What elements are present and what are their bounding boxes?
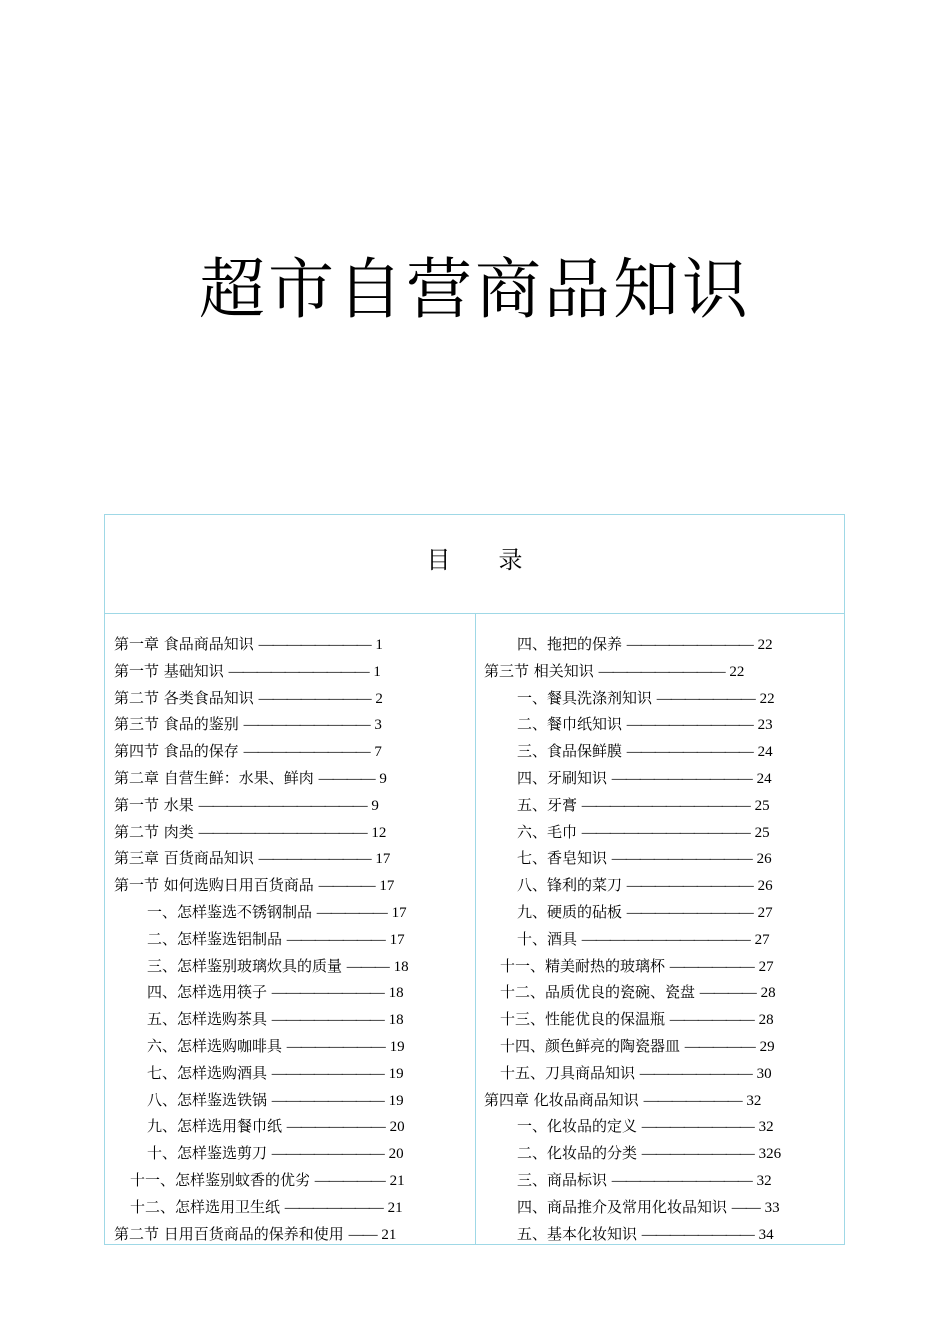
toc-entry[interactable]	[114, 1113, 470, 1140]
toc-leader: ————————————	[198, 797, 367, 814]
toc-page-number: 17	[375, 851, 391, 868]
toc-entry-label: 六、毛巾	[517, 822, 578, 841]
toc-page-number: 17	[391, 904, 407, 921]
toc-leader: ————————————	[581, 824, 750, 841]
toc-page-number: 27	[754, 931, 770, 948]
toc-leader: —————————	[626, 744, 753, 761]
toc-entry[interactable]	[484, 1087, 836, 1114]
toc-page-number: 20	[389, 1119, 405, 1136]
toc-heading-cell	[105, 515, 844, 614]
toc-entry-label: 第三节 相关知识	[484, 661, 594, 680]
toc-entry-label: 九、硬质的砧板	[517, 902, 623, 921]
toc-leader: ————————————	[581, 797, 750, 814]
toc-entry[interactable]	[484, 899, 836, 926]
toc-page-number: 25	[754, 797, 770, 814]
toc-entry-label: 一、化妆品的定义	[517, 1117, 638, 1136]
toc-entry[interactable]	[484, 658, 836, 685]
toc-entry-label: 第三章 百货商品知识	[114, 849, 254, 868]
toc-entry-label: 第一节 水果	[114, 795, 194, 814]
toc-entry-label: 六、怎样选购咖啡具	[147, 1036, 283, 1055]
toc-page-number: 22	[729, 663, 745, 680]
toc-entry[interactable]	[484, 738, 836, 765]
toc-entry-label: 第四节 食品的保存	[114, 742, 239, 761]
toc-entry-label: 第二节 肉类	[114, 822, 194, 841]
toc-entry-label: 一、怎样鉴选不锈钢制品	[147, 902, 313, 921]
toc-page-number: 27	[758, 958, 774, 975]
toc-entry-label: 四、牙刷知识	[517, 768, 608, 787]
toc-page-number: 21	[389, 1172, 405, 1189]
toc-leader: ——	[731, 1199, 760, 1216]
toc-page-number: 22	[759, 690, 775, 707]
toc-entry[interactable]	[484, 765, 836, 792]
toc-entry[interactable]	[114, 765, 470, 792]
toc-entry[interactable]	[484, 926, 836, 953]
toc-entry-label: 十一、精美耐热的玻璃杯	[500, 956, 666, 975]
toc-page-number: 28	[758, 1012, 774, 1029]
table-of-contents	[104, 514, 845, 1245]
toc-entry[interactable]	[484, 631, 836, 658]
toc-leader: ———————	[286, 1119, 385, 1136]
toc-entry-label: 五、怎样选购茶具	[147, 1010, 268, 1029]
toc-entry[interactable]	[484, 872, 836, 899]
toc-entry-label: 二、餐巾纸知识	[517, 715, 623, 734]
toc-leader: —————————	[626, 878, 753, 895]
toc-entry-label: 十四、颜色鲜亮的陶瓷器皿	[500, 1036, 681, 1055]
toc-leader: ————————	[271, 985, 384, 1002]
toc-entry[interactable]	[114, 1033, 470, 1060]
toc-leader: —————————	[243, 717, 370, 734]
toc-entry-label: 第一节 如何选购日用百货商品	[114, 876, 314, 895]
toc-entry[interactable]	[114, 1006, 470, 1033]
toc-entry[interactable]	[114, 819, 470, 846]
toc-entry[interactable]	[114, 1167, 470, 1194]
toc-leader: —————	[314, 1172, 385, 1189]
toc-entry-label: 第二节 日用百货商品的保养和使用	[114, 1224, 344, 1243]
toc-leader: —————	[684, 1038, 755, 1055]
toc-entry-label: 十二、品质优良的瓷碗、瓷盘	[500, 983, 696, 1002]
toc-leader: ——————————	[611, 1172, 752, 1189]
toc-entry[interactable]	[114, 631, 470, 658]
toc-page-number: 18	[388, 985, 404, 1002]
toc-page-number: 20	[388, 1146, 404, 1163]
document-title: 超市自营商品知识	[199, 251, 751, 328]
toc-entry-label: 十三、性能优良的保温瓶	[500, 1010, 666, 1029]
toc-page-number: 7	[374, 744, 382, 761]
toc-entry[interactable]	[484, 1060, 836, 1087]
toc-entry[interactable]	[484, 819, 836, 846]
toc-page-number: 9	[379, 770, 387, 787]
toc-leader: ————	[318, 770, 375, 787]
toc-entry-label: 三、怎样鉴别玻璃炊具的质量	[147, 956, 343, 975]
toc-left-column	[114, 631, 470, 1247]
toc-leader: ————	[699, 985, 756, 1002]
toc-entry[interactable]	[484, 685, 836, 712]
toc-leader: ————————	[641, 1226, 754, 1243]
toc-page-number: 2	[375, 690, 383, 707]
toc-page-number: 17	[389, 931, 405, 948]
toc-entry[interactable]	[114, 1087, 470, 1114]
toc-page-number: 21	[381, 1226, 397, 1243]
toc-page-number: 32	[746, 1092, 762, 1109]
toc-leader: ————————	[258, 851, 371, 868]
toc-page-number: 326	[758, 1146, 782, 1163]
toc-leader: ——	[348, 1226, 377, 1243]
toc-entry[interactable]	[114, 1140, 470, 1167]
toc-entry[interactable]	[484, 845, 836, 872]
toc-entry[interactable]	[114, 953, 470, 980]
toc-leader: ————————	[271, 1146, 384, 1163]
toc-entry[interactable]	[484, 711, 836, 738]
toc-entry-label: 二、化妆品的分类	[517, 1144, 638, 1163]
toc-page-number: 9	[371, 797, 379, 814]
toc-page-number: 18	[393, 958, 409, 975]
toc-leader: ————————	[271, 1012, 384, 1029]
toc-entry[interactable]	[114, 711, 470, 738]
toc-entry[interactable]	[114, 1060, 470, 1087]
toc-entry[interactable]	[484, 792, 836, 819]
toc-entry[interactable]	[484, 1033, 836, 1060]
toc-page-number: 18	[388, 1012, 404, 1029]
toc-leader: ———————	[284, 1199, 383, 1216]
toc-page-number: 19	[389, 1038, 405, 1055]
toc-entry-label: 四、商品推介及常用化妆品知识	[517, 1197, 728, 1216]
toc-leader: —————————	[598, 663, 725, 680]
toc-entry[interactable]	[114, 738, 470, 765]
toc-entry-label: 八、锋利的菜刀	[517, 876, 623, 895]
toc-entry[interactable]	[114, 792, 470, 819]
toc-leader: ————————	[258, 637, 371, 653]
toc-entry-label: 七、怎样选购酒具	[147, 1063, 268, 1082]
toc-leader: ——————————	[611, 770, 752, 787]
toc-page-number: 21	[387, 1199, 403, 1216]
toc-leader: ———————	[286, 1038, 385, 1055]
toc-entry[interactable]	[114, 658, 470, 685]
toc-entry-label: 第四章 化妆品商品知识	[484, 1090, 639, 1109]
toc-page-number: 34	[758, 1226, 774, 1243]
toc-entry-label: 一、餐具洗涤剂知识	[517, 688, 653, 707]
toc-leader: ———————	[656, 690, 755, 707]
toc-page-number: 19	[388, 1092, 404, 1109]
toc-page-number: 17	[379, 878, 395, 895]
toc-entry-label: 十一、怎样鉴别蚊香的优劣	[130, 1170, 311, 1189]
toc-leader: ———————	[286, 931, 385, 948]
toc-page-number: 29	[759, 1038, 775, 1055]
toc-entry[interactable]	[484, 1221, 836, 1248]
toc-entry-label: 五、基本化妆知识	[517, 1224, 638, 1243]
toc-entry-label: 十、酒具	[517, 929, 578, 948]
toc-entry[interactable]	[114, 1194, 470, 1221]
toc-entry-label: 第二章 自营生鲜：水果、鲜肉	[114, 768, 314, 787]
toc-entry[interactable]	[484, 979, 836, 1006]
toc-leader: ————————	[641, 1146, 754, 1163]
toc-page-number: 23	[757, 717, 773, 734]
toc-page-number: 30	[756, 1065, 772, 1082]
toc-leader: —————————	[626, 904, 753, 921]
toc-leader: ——————	[669, 958, 754, 975]
toc-leader: ————————	[641, 1119, 754, 1136]
toc-entry-label: 八、怎样鉴选铁锅	[147, 1090, 268, 1109]
toc-entry-label: 七、香皂知识	[517, 849, 608, 868]
toc-page-number: 22	[757, 637, 773, 653]
toc-leader: ——————————	[611, 851, 752, 868]
toc-entry-label: 三、商品标识	[517, 1170, 608, 1189]
toc-entry[interactable]	[114, 979, 470, 1006]
toc-leader: —————————	[626, 717, 753, 734]
toc-entry-label: 四、拖把的保养	[517, 635, 623, 653]
toc-entry-label: 第二节 各类食品知识	[114, 688, 254, 707]
toc-page-number: 1	[375, 637, 383, 653]
toc-leader: ——————————	[228, 663, 369, 680]
toc-entry[interactable]	[114, 872, 470, 899]
toc-page-number: 25	[754, 824, 770, 841]
toc-leader: —————————	[626, 637, 753, 653]
toc-entry-label: 十二、怎样选用卫生纸	[130, 1197, 281, 1216]
toc-leader: ———————	[643, 1092, 742, 1109]
toc-page-number: 26	[757, 878, 773, 895]
toc-entry[interactable]	[114, 926, 470, 953]
toc-leader: —————	[316, 904, 387, 921]
toc-page-number: 24	[756, 770, 772, 787]
toc-page-number: 19	[388, 1065, 404, 1082]
toc-leader: ———	[346, 958, 389, 975]
toc-entry-label: 二、怎样鉴选铝制品	[147, 929, 283, 948]
toc-entry-label: 四、怎样选用筷子	[147, 983, 268, 1002]
toc-entry[interactable]	[484, 1140, 836, 1167]
toc-entry-label: 第三节 食品的鉴别	[114, 715, 239, 734]
toc-entry[interactable]	[484, 1194, 836, 1221]
toc-leader: ————————	[639, 1065, 752, 1082]
toc-entry-label: 第一章 食品商品知识	[114, 635, 254, 653]
toc-leader: ————————————	[198, 824, 367, 841]
toc-entry[interactable]	[114, 685, 470, 712]
toc-page-number: 24	[757, 744, 773, 761]
toc-heading: 目录	[426, 546, 571, 574]
toc-page-number: 32	[756, 1172, 772, 1189]
toc-entry-label: 十、怎样鉴选剪刀	[147, 1144, 268, 1163]
toc-entry[interactable]	[484, 953, 836, 980]
toc-leader: ————————	[258, 690, 371, 707]
toc-entry-label: 十五、刀具商品知识	[500, 1063, 636, 1082]
column-divider	[475, 614, 476, 1244]
toc-leader: —————————	[243, 744, 370, 761]
toc-page-number: 32	[758, 1119, 774, 1136]
toc-page-number: 28	[760, 985, 776, 1002]
toc-leader: ————————	[271, 1092, 384, 1109]
toc-leader: ——————	[669, 1012, 754, 1029]
toc-entry-label: 五、牙膏	[517, 795, 578, 814]
toc-page-number: 12	[371, 824, 387, 841]
toc-page-number: 26	[756, 851, 772, 868]
toc-entry[interactable]	[484, 1113, 836, 1140]
toc-page-number: 33	[764, 1199, 780, 1216]
toc-leader: ————	[318, 878, 375, 895]
toc-right-column	[484, 631, 836, 1247]
toc-entry[interactable]	[114, 1221, 470, 1248]
toc-entry[interactable]	[114, 845, 470, 872]
toc-page-number: 27	[757, 904, 773, 921]
toc-entry-label: 三、食品保鲜膜	[517, 742, 623, 761]
toc-entry-label: 第一节 基础知识	[114, 661, 224, 680]
toc-entry[interactable]	[484, 1167, 836, 1194]
toc-entry[interactable]	[114, 899, 470, 926]
toc-entry[interactable]	[484, 1006, 836, 1033]
toc-page-number: 3	[374, 717, 382, 734]
toc-page-number: 1	[373, 663, 381, 680]
toc-leader: ————————————	[581, 931, 750, 948]
toc-leader: ————————	[271, 1065, 384, 1082]
toc-entry-label: 九、怎样选用餐巾纸	[147, 1117, 283, 1136]
